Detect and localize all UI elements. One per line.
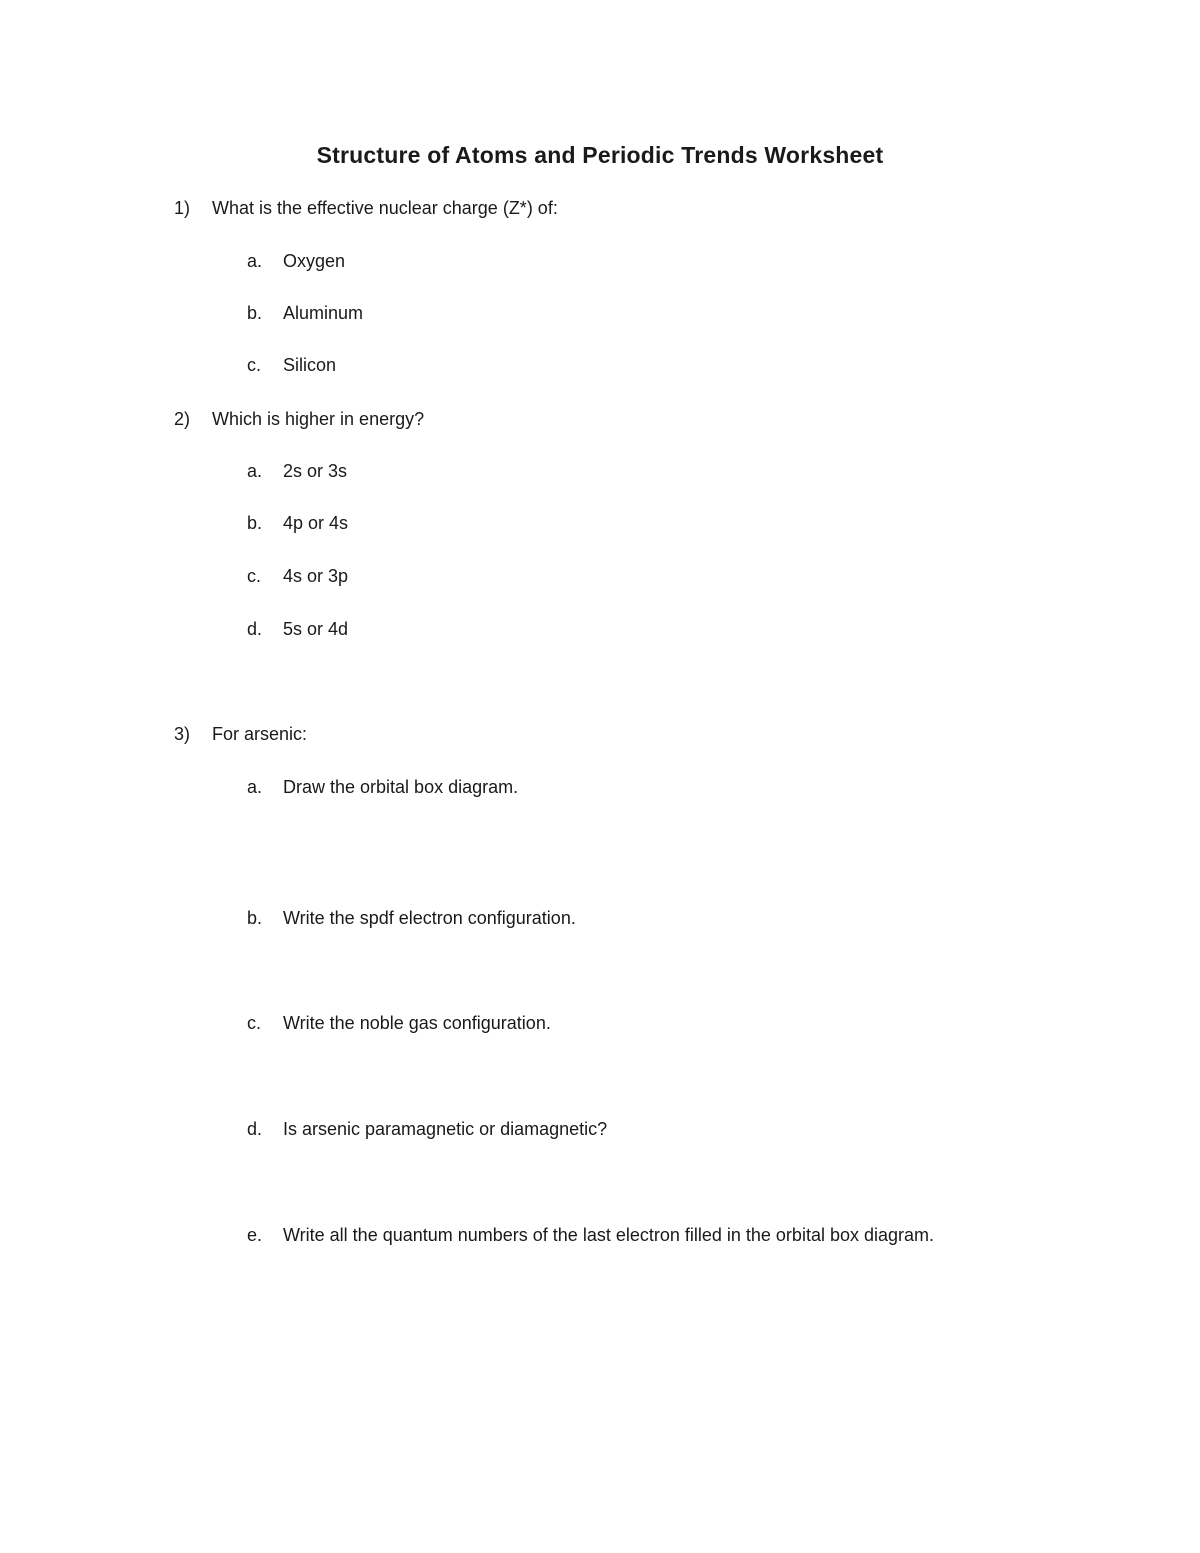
part-text: Silicon: [283, 355, 337, 375]
part-text: Is arsenic paramagnetic or diamagnetic?: [283, 1119, 608, 1139]
part-text: Draw the orbital box diagram.: [283, 777, 519, 797]
part-letter: b.: [247, 908, 263, 928]
question-number: 1): [174, 198, 191, 218]
part-text: Write the spdf electron configuration.: [283, 908, 576, 928]
question-number: 3): [174, 724, 191, 744]
part-letter: a.: [247, 461, 263, 481]
part-text: 4s or 3p: [283, 566, 349, 586]
part-text: 5s or 4d: [283, 619, 349, 639]
page-title: Structure of Atoms and Periodic Trends Worksheet: [316, 142, 884, 168]
part-text: Write the noble gas configuration.: [283, 1013, 551, 1033]
part-letter: d.: [247, 1119, 263, 1139]
part-text: Write all the quantum numbers of the last electron filled in the orbital box diagram.: [283, 1225, 935, 1245]
question-number: 2): [174, 409, 191, 429]
part-text: 4p or 4s: [283, 513, 349, 533]
part-letter: e.: [247, 1225, 263, 1245]
part-letter: b.: [247, 303, 263, 323]
part-letter: a.: [247, 251, 263, 271]
part-letter: c.: [247, 566, 262, 586]
question-text: What is the effective nuclear charge (Z*) of:: [212, 198, 558, 218]
part-letter: a.: [247, 777, 263, 797]
question-text: For arsenic:: [212, 724, 308, 744]
part-letter: c.: [247, 1013, 262, 1033]
part-letter: c.: [247, 355, 262, 375]
part-text: Aluminum: [283, 303, 364, 323]
part-letter: d.: [247, 619, 263, 639]
part-text: Oxygen: [283, 251, 346, 271]
part-letter: b.: [247, 513, 263, 533]
question-text: Which is higher in energy?: [212, 409, 425, 429]
part-text: 2s or 3s: [283, 461, 348, 481]
